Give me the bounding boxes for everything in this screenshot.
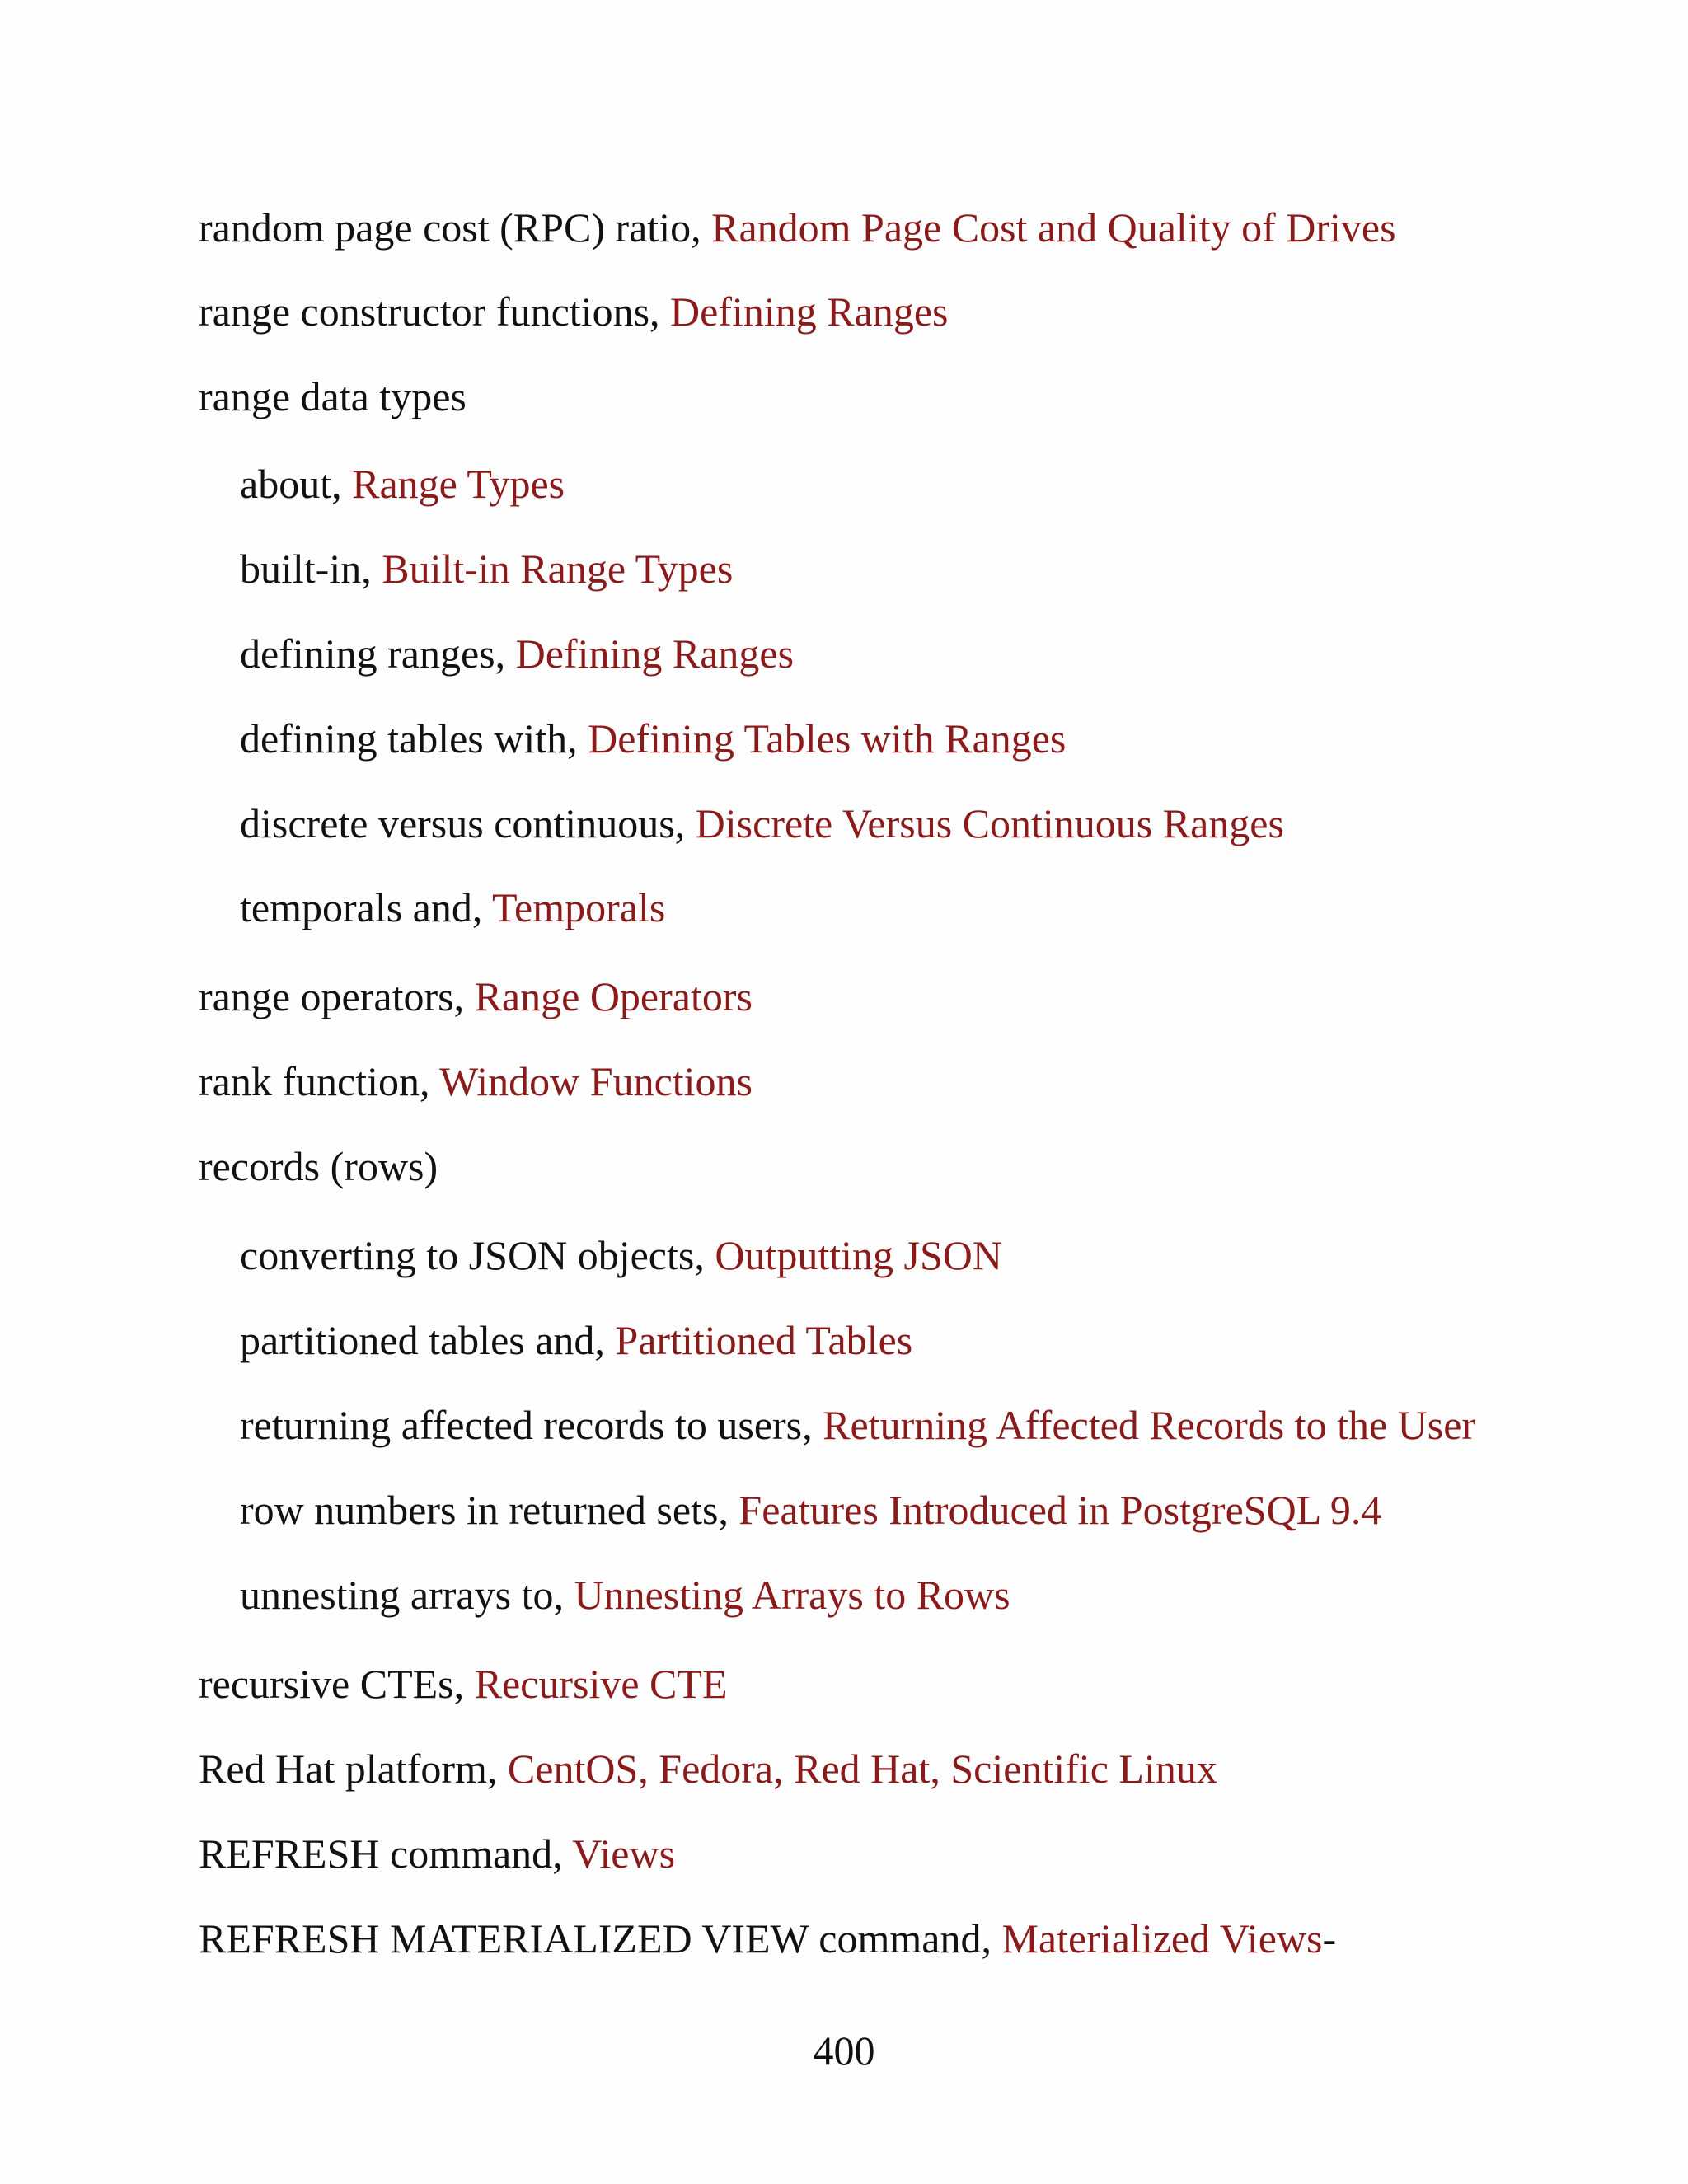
entry-term: REFRESH command <box>199 1830 553 1877</box>
index-entry-heading <box>199 1141 438 1191</box>
entry-link[interactable]: Recursive CTE <box>474 1661 728 1707</box>
entry-separator: , <box>495 630 516 677</box>
entry-separator: , <box>552 1830 573 1877</box>
index-entry <box>199 1829 675 1878</box>
index-subentry <box>240 459 565 509</box>
entry-separator: , <box>802 1402 823 1448</box>
entry-link[interactable]: CentOS, Fedora, Red Hat, Scientific Linux <box>507 1746 1217 1792</box>
index-entry <box>199 203 1396 252</box>
entry-separator: , <box>553 1572 574 1618</box>
index-entry <box>199 1914 1336 1963</box>
index-subentry <box>240 1315 912 1365</box>
entry-continuation: - <box>1322 1915 1337 1961</box>
entry-link[interactable]: Defining Ranges <box>670 288 949 335</box>
index-subentry <box>240 1230 1002 1280</box>
entry-term: about <box>240 461 332 507</box>
entry-separator: , <box>567 715 588 762</box>
entry-term: converting to JSON objects <box>240 1232 695 1278</box>
entry-separator: , <box>691 204 712 251</box>
entry-separator: , <box>718 1487 739 1533</box>
entry-term: rank function <box>199 1058 420 1104</box>
entry-term: range data types <box>199 373 467 419</box>
entry-term: records (rows) <box>199 1143 438 1189</box>
entry-term: discrete versus continuous <box>240 800 675 846</box>
entry-link[interactable]: Outputting JSON <box>715 1232 1002 1278</box>
entry-separator: , <box>453 973 475 1019</box>
entry-term: range operators <box>199 973 454 1019</box>
entry-separator: , <box>981 1915 1002 1961</box>
entry-link[interactable]: Features Introduced in PostgreSQL 9.4 <box>738 1487 1382 1533</box>
index-subentry <box>240 1400 1475 1450</box>
entry-link[interactable]: Partitioned Tables <box>615 1317 913 1363</box>
entry-link[interactable]: Unnesting Arrays to Rows <box>574 1572 1010 1618</box>
entry-term: REFRESH MATERIALIZED VIEW command <box>199 1915 982 1961</box>
index-subentry <box>240 1570 1010 1619</box>
entry-term: range constructor functions <box>199 288 650 335</box>
index-subentry <box>240 544 733 593</box>
index-subentry <box>240 714 1066 763</box>
page-number: 400 <box>813 2027 875 2074</box>
entry-separator: , <box>453 1661 475 1707</box>
entry-term: returning affected records to users <box>240 1402 803 1448</box>
entry-term: random page cost (RPC) ratio <box>199 204 692 251</box>
entry-term: defining tables with <box>240 715 568 762</box>
index-entry <box>199 1744 1217 1793</box>
index-subentry <box>240 1485 1381 1535</box>
entry-link[interactable]: Defining Tables with Ranges <box>588 715 1067 762</box>
index-entry <box>199 1659 728 1708</box>
entry-separator: , <box>471 884 492 930</box>
index-subentry <box>240 629 794 678</box>
index-subentry <box>240 799 1284 848</box>
entry-link[interactable]: Returning Affected Records to the User <box>823 1402 1476 1448</box>
entry-term: built-in <box>240 546 362 592</box>
entry-link[interactable]: Defining Ranges <box>515 630 795 677</box>
index-entry <box>199 1057 753 1106</box>
entry-link[interactable]: Window Functions <box>439 1058 753 1104</box>
entry-link[interactable]: Built-in Range Types <box>382 546 734 592</box>
index-entry <box>199 287 948 336</box>
index-entry <box>199 972 753 1021</box>
entry-term: row numbers in returned sets <box>240 1487 719 1533</box>
index-subentry <box>240 883 665 932</box>
entry-link[interactable]: Views <box>572 1830 676 1877</box>
entry-link[interactable]: Temporals <box>491 884 666 930</box>
index-entry-heading <box>199 372 467 421</box>
entry-separator: , <box>674 800 696 846</box>
entry-separator: , <box>419 1058 440 1104</box>
entry-separator: , <box>694 1232 715 1278</box>
entry-term: Red Hat platform <box>199 1746 487 1792</box>
entry-term: unnesting arrays to <box>240 1572 554 1618</box>
entry-link[interactable]: Materialized Views <box>1001 1915 1323 1961</box>
entry-term: partitioned tables and <box>240 1317 595 1363</box>
entry-term: recursive CTEs <box>199 1661 454 1707</box>
entry-link[interactable]: Discrete Versus Continuous Ranges <box>695 800 1284 846</box>
entry-term: temporals and <box>240 884 472 930</box>
entry-separator: , <box>361 546 382 592</box>
entry-link[interactable]: Random Page Cost and Quality of Drives <box>711 204 1396 251</box>
entry-term: defining ranges <box>240 630 495 677</box>
entry-separator: , <box>331 461 353 507</box>
entry-separator: , <box>594 1317 616 1363</box>
entry-separator: , <box>486 1746 508 1792</box>
entry-separator: , <box>649 288 671 335</box>
entry-link[interactable]: Range Operators <box>474 973 753 1019</box>
entry-link[interactable]: Range Types <box>352 461 565 507</box>
